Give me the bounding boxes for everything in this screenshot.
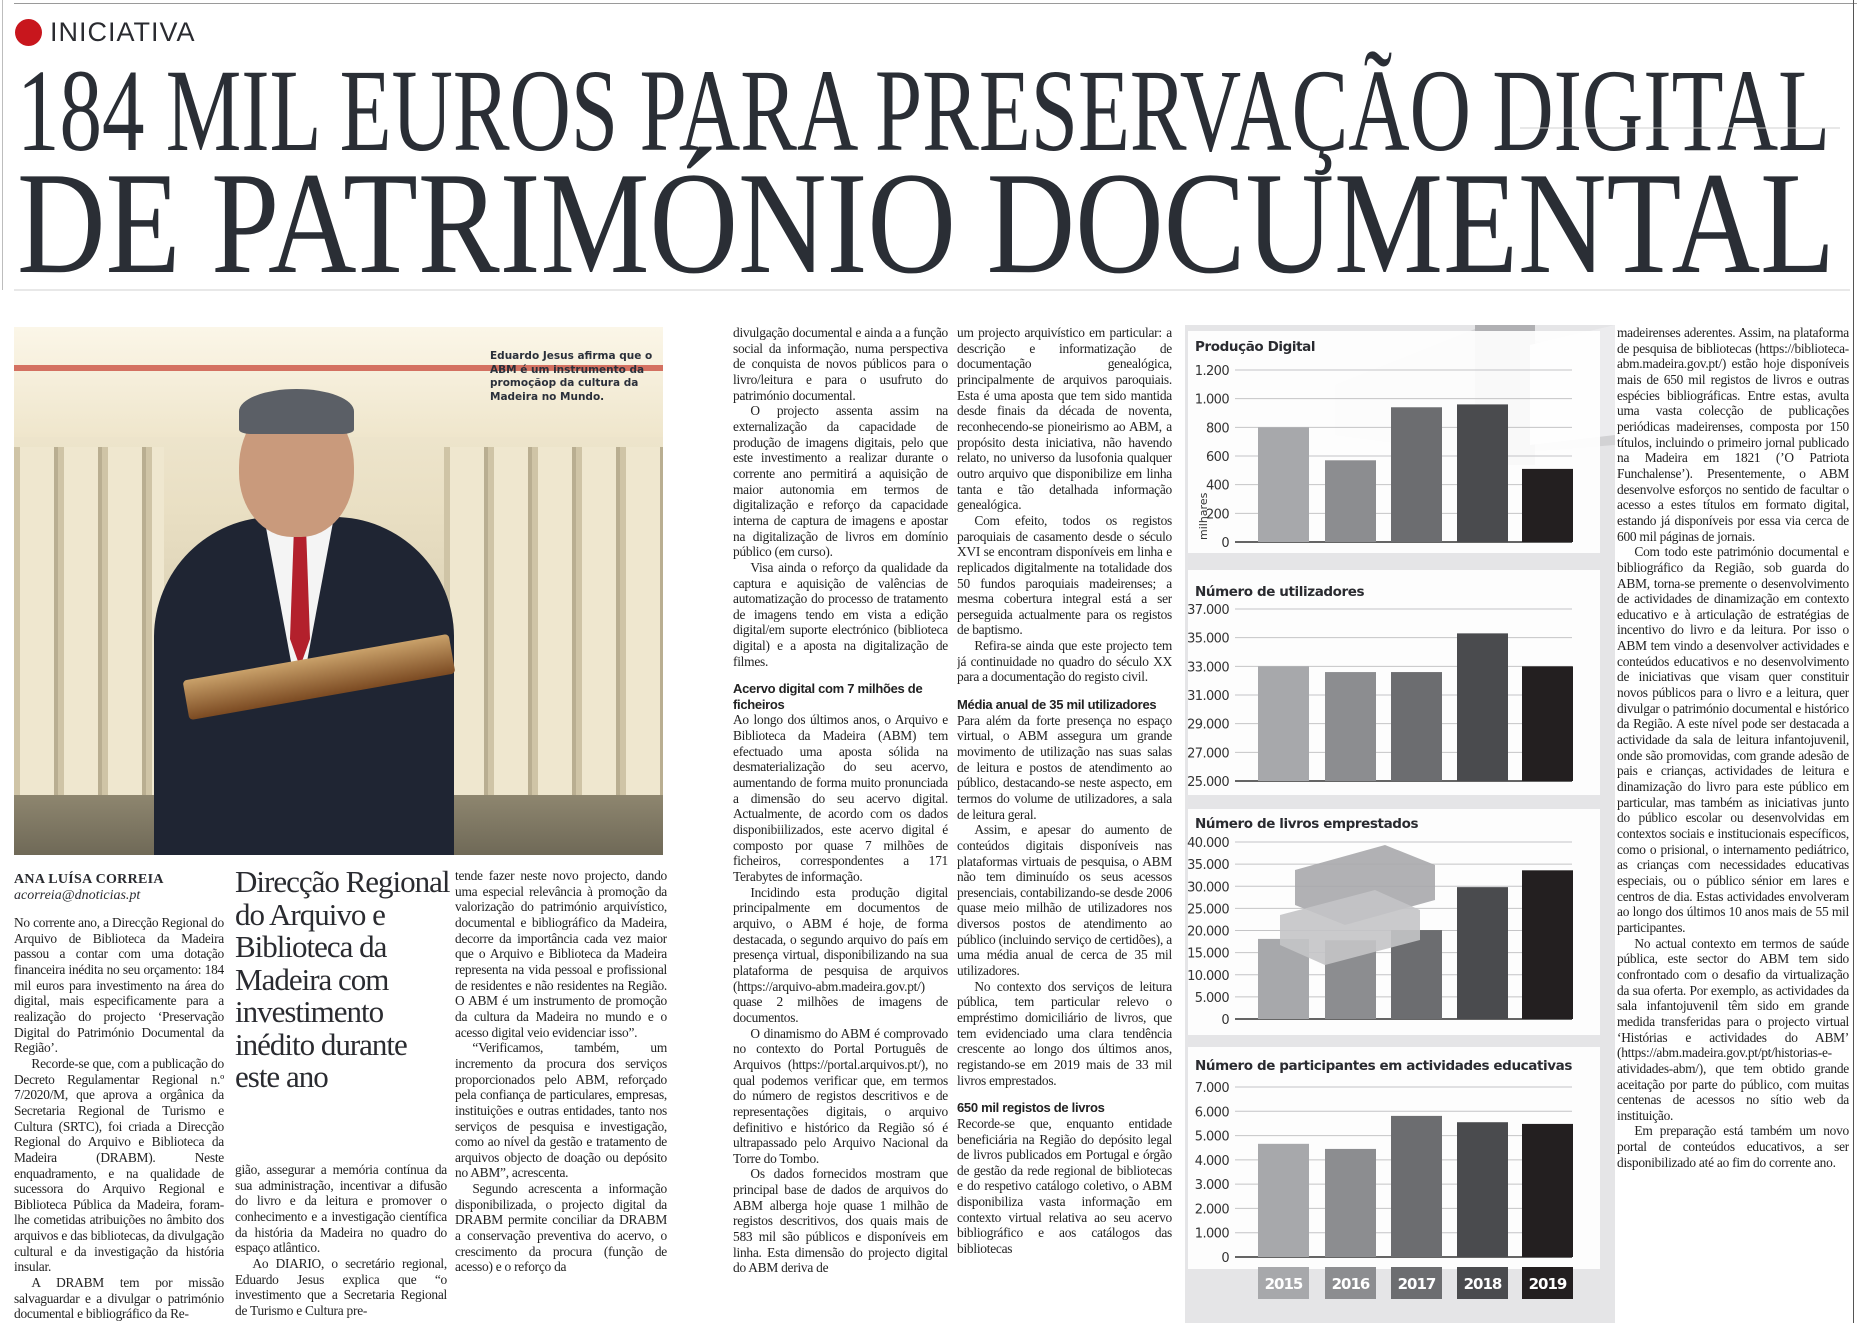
paragraph: Ao DIARIO, o secretário regional, Eduardo Jesus explica que “o investimento que a Secretaria Regional de Turismo e Cultura pre-: [235, 1255, 447, 1318]
paragraph: Os dados fornecidos mostram que principal base de dados de arquivos do ABM alberga hoje quase 1 milhão de registos descritivos, dos quais mais de 583 mil são públicos e disponíveis em linha. Esta dimensão do projecto digital do ABM deriva de: [733, 1166, 948, 1276]
bar-2017: [1391, 1116, 1442, 1257]
y-tick-label: 30.000: [1187, 880, 1229, 896]
y-axis-label: milhares: [1197, 492, 1210, 540]
photo-caption: Eduardo Jesus afirma que o ABM é um instrumento da promoçãop da cultura da Madeira no Mundo.: [490, 350, 653, 403]
y-tick-label: 0: [1221, 1251, 1229, 1266]
y-tick-label: 6.000: [1194, 1105, 1229, 1121]
chart-title: Produção Digital: [1195, 339, 1316, 355]
y-tick-label: 25.000: [1187, 775, 1229, 790]
deck: Direcção Regional do Arquivo e Biblioteca da Madeira com investimento inédito durante este ano: [235, 864, 450, 1094]
paragraph: A DRABM tem por missão salvaguardar e a divulgar o património documental e bibliográfico da Re-: [14, 1275, 224, 1322]
article-column-2: [235, 1162, 447, 1323]
y-tick-label: 35.000: [1187, 631, 1229, 647]
y-tick-label: 1.000: [1194, 392, 1229, 408]
bar-2015: [1258, 1144, 1309, 1257]
subheading: 650 mil registos de livros: [957, 1100, 1105, 1116]
y-tick-label: 37.000: [1187, 603, 1229, 618]
paragraph: Para além da forte presença no espaço virtual, o ABM assegura um grande movimento de utilização nas suas salas de leitura e postos de atendimento ao público, destacando-se neste aspecto, em termos do volume de utilizadores, a sala de leitura geral.: [957, 712, 1172, 822]
section-label: INICIATIVA: [50, 17, 196, 47]
x-category-label: 2017: [1397, 1275, 1436, 1293]
headline: [0, 40, 1857, 300]
paragraph: Em preparação está também um novo portal de conteúdos educativos, a ser disponibilizado até ao fim do corrente ano.: [1617, 1123, 1849, 1170]
author-name: ANA LUÍSA CORREIA: [14, 872, 164, 887]
x-category-label: 2019: [1528, 1275, 1567, 1293]
paragraph: Refira-se ainda que este projecto tem já continuidade no quadro do século XX para a documentação do registo civil.: [957, 638, 1172, 685]
y-tick-label: 40.000: [1187, 836, 1229, 851]
y-tick-label: 400: [1205, 478, 1229, 494]
paragraph: No corrente ano, a Direcção Regional do Arquivo de Biblioteca da Madeira passou a contar com uma dotação financeira inédita no seu orçamento: 184 mil euros para investimento na área do digital, mais especificamente para a realização do projecto ‘Preservação Digital do Património Documental da Região’.: [14, 915, 224, 1056]
y-tick-label: 800: [1205, 421, 1229, 437]
photo-shelves-right: [444, 447, 663, 855]
paragraph: Com todo este património documental e bibliográfico da Região, sob guarda do ABM, torna-se premente o desenvolvimento de actividades de dinamização em contexto educativo e à articulação de estratégias de incentivo do livro e da leitura. Por isso o ABM tem vindo a desenvolver actividades e conteúdos educativos e no desenvolvimento de iniciativas que visam quer constituir novos públicos para o livro e a leitura, quer divulgar o património documental e histórico da Região. A este nível pode ser destacada a actividade da sala de leitura infantojuvenil, onde são promovidas, com grande adesão de pais e crianças, actividades de leitura e dinamização do livro para este público em particular, mas também as iniciativas junto do público escolar ou desenvolvidas em contextos sociais e institucionais específicos, como o prisional, o internamento pediátrico, as crianças com necessidades educativas especiais, ou o público sénior em lares e centros de dia. Estas actividades envolveram ao longo dos últimos 10 anos mais de 55 mil participantes.: [1617, 544, 1849, 935]
x-category-label: 2018: [1463, 1275, 1502, 1293]
bar-2018: [1457, 887, 1508, 1019]
bar-2019: [1522, 469, 1573, 542]
y-tick-label: 1.200: [1194, 364, 1229, 379]
y-tick-label: 0: [1221, 536, 1229, 551]
infographic-panel: [1185, 325, 1615, 1323]
y-tick-label: 1.000: [1194, 1226, 1229, 1242]
photo-eduardo-jesus: [14, 327, 663, 855]
bar-2015: [1258, 666, 1309, 781]
bar-2015: [1258, 427, 1309, 542]
paragraph: Recorde-se que, enquanto entidade beneficiária na Região do depósito legal de livros publicados em Portugal e órgão de gestão da rede regional de bibliotecas e do respetivo catálogo coletivo, o ABM disponibiliza vasta informação em contexto virtual relativa ao seu acervo bibliográfico e aos catálogos das bibliotecas: [957, 1115, 1172, 1257]
paragraph: Segundo acrescenta a informação disponibilizada, o projecto digital da DRABM permite conciliar da DRABM a conservação preventiva do acervo, o crescimento da procura (função de acesso) e o reforço da: [455, 1181, 667, 1275]
headline-line-1: 184 MIL EUROS PARA PRESERVAÇÃO DIGITAL: [17, 45, 1830, 176]
paragraph: O dinamismo do ABM é comprovado no contexto do Portal Português de Arquivos (https://portal.arquivos.pt/), no qual podemos verificar que, em termos do número de registos descritivos e de representações digitais, o arquivo definitivo e histórico da Região só é ultrapassado pelo Arquivo Nacional da Torre do Tombo.: [733, 1025, 948, 1166]
bar-2016: [1325, 672, 1376, 781]
photo-man-hair: [239, 389, 354, 434]
infographic-charts: [1185, 325, 1615, 1323]
y-tick-label: 29.000: [1187, 717, 1229, 733]
paragraph: Com efeito, todos os registos paroquiais de casamento desde o século XVI se encontram disponíveis em linha e replicados digitalmente na totalidade dos 50 fundos paroquiais madeirenses; a mesma cobertura integral está a ser perseguida actualmente para os registos de baptismo.: [957, 512, 1172, 638]
bar-2016: [1325, 1149, 1376, 1257]
author-email[interactable]: acorreia@dnoticias.pt: [14, 888, 141, 903]
y-tick-label: 20.000: [1187, 924, 1229, 940]
y-tick-label: 0: [1221, 1013, 1229, 1028]
bar-2019: [1522, 666, 1573, 781]
paragraph: Recorde-se que, com a publicação do Decreto Regulamentar Regional n.º 7/2020/M, que aprova a orgânica da Secretaria Regional de Turismo e Cultura (SRTC), foi criada a Direcção Regional do Arquivo e Biblioteca da Madeira (DRABM). Neste enquadramento, e na qualidade de sucessora do Arquivo Regional e Biblioteca Pública da Madeira, foram-lhe cometidas atribuições no âmbito dos arquivos e das bibliotecas, da divulgação cultural e da investigação da história insular.: [14, 1055, 224, 1275]
page-top-rule: [14, 3, 1857, 4]
bar-2017: [1391, 672, 1442, 781]
article-column-6: [1617, 325, 1849, 1323]
y-tick-label: 2.000: [1194, 1202, 1229, 1218]
y-tick-label: 600: [1205, 450, 1229, 465]
bar-2018: [1457, 633, 1508, 781]
paragraph: O projecto assenta assim na externalização da capacidade de produção de imagens digitais, pelo que este investimento a realizar durante o corrente ano permitirá a aquisição de maior autonomia em termos de digitalização e reforço da capacidade interna de captura de imagens e apostar na digitalização de livros em domínio público (em curso).: [733, 403, 948, 560]
paragraph: No contexto dos serviços de leitura pública, tem particular relevo o empréstimo domiciliário de livros, que tem evidenciado uma clara tendência crescente ao longo dos últimos anos, registando-se em 2019 mais de 33 mil livros emprestados.: [957, 978, 1172, 1088]
article-column-4: [733, 325, 948, 1323]
paragraph: tende fazer neste novo projecto, dando uma especial relevância à promoção da valorização do património arquivístico, documental e bibliográfico da Madeira, decorre da importância cada vez maior que o Arquivo e Biblioteca da Madeira representa na vida pessoal e profissional de residentes e não residentes na Região. O ABM é um instrumento de promoção da cultura da Madeira no mundo e o acesso digital veio evidenciar isso”.: [455, 868, 667, 1040]
bar-2018: [1457, 1122, 1508, 1257]
paragraph: madeirenses aderentes. Assim, na plataforma de pesquisa de bibliotecas (https://biblioteca-abm.madeira.gov.pt/) estão hoje disponíveis mais de 650 mil registos de livros e outras espécies bibliográficas. Entre estas, avulta uma vasta colecção de publicações periódicas madeirenses, composta por 150 títulos, incluindo o primeiro jornal publicado na Madeira em 1821 (’O Patriota Funchalense’). Presentemente, o ABM desenvolve esforços no sentido de facultar o acesso a estes títulos em formato digital, estando já disponíveis por essa via cerca de 600 mil páginas de jornais.: [1617, 325, 1849, 544]
bar-2019: [1522, 870, 1573, 1019]
y-tick-label: 10.000: [1187, 968, 1229, 984]
bar-2017: [1391, 407, 1442, 542]
bar-2018: [1457, 404, 1508, 542]
article-column-3: [455, 868, 667, 1323]
y-tick-label: 7.000: [1194, 1081, 1229, 1096]
y-tick-label: 27.000: [1187, 746, 1229, 762]
paragraph: Assim, e apesar do aumento de conteúdos digitais disponíveis nas plataformas virtuais de pesquisa, o ABM não tem diminuído os seus acessos presenciais, contabilizando-se desde 2006 quase meio milhão de utilizadores nos diversos postos de atendimento ao público (incluindo serviço de certidões), a uma média anual de cerca de 35 mil utilizadores.: [957, 822, 1172, 979]
paragraph: divulgação documental e ainda a a função social da informação, numa perspectiva de conquista de novos públicos para o livro/leitura e para o usufruto do património documental.: [733, 325, 948, 403]
paragraph: “Verificamos, também, um incremento da procura dos serviços proporcionados pelo ABM, reforçado pela confiança de particulares, empresas, instituições e outras entidades, tanto nos serviços de pesquisa e investigação, como ao nível da gestão e tratamento de arquivos objecto de doação ou depósito no ABM”, acrescenta.: [455, 1040, 667, 1181]
chart-title: Número de participantes em actividades educativas: [1195, 1058, 1572, 1074]
y-tick-label: 5.000: [1194, 990, 1229, 1006]
y-tick-label: 3.000: [1194, 1178, 1229, 1194]
bar-2016: [1325, 460, 1376, 542]
paragraph: gião, assegurar a memória contínua da sua administração, incentivar a difusão do livro e da leitura e promover o conhecimento e a investigação científica da história da Madeira no quadro do espaço atlântico.: [235, 1162, 447, 1256]
subheading: Média anual de 35 mil utilizadores: [957, 697, 1157, 713]
y-tick-label: 35.000: [1187, 858, 1229, 874]
paragraph: um projecto arquivístico em particular: a descrição e informatização de documentação genealógica, principalmente de arquivos paroquiais. Esta é uma aposta que tem sido mantida desde finais da década de noventa, reconhecendo-se pioneirismo ao ABM, a propósito desta iniciativa, não havendo relato, no universo da lusofonia qualquer outro arquivo que disponibilize em linha tanta e tão detalhada informação genealógica.: [957, 325, 1172, 513]
article-column-5: [957, 325, 1172, 1323]
y-tick-label: 31.000: [1187, 689, 1229, 704]
y-tick-label: 4.000: [1194, 1153, 1229, 1169]
chart-title: Número de livros emprestados: [1195, 816, 1419, 832]
paragraph: No actual contexto em termos de saúde pública, este sector do ABM tem sido confrontado com o desafio da virtualização da sua oferta. Por exemplo, as actividades da sala infantojuvenil têm sido em grande medida transferidas para o projecto virtual ‘Histórias e actividades do ABM’ (https://abm.madeira.gov.pt/pt/historias-e-atividades-abm/), que tem obtido grande aceitação por parte do público, com muitas centenas de acessos no sítio web da instituição.: [1617, 935, 1849, 1123]
bar-2019: [1522, 1124, 1573, 1257]
y-tick-label: 5.000: [1194, 1129, 1229, 1145]
paragraph: Visa ainda o reforço da qualidade da captura e aquisição de valências de automatização do processo de tratamento de imagens tendo em vista a edição digital/em suporte electrónico (biblioteca digital) e a aposta na digitalização de filmes.: [733, 559, 948, 669]
y-tick-label: 200: [1205, 507, 1229, 523]
article-column-1: [14, 915, 224, 1323]
paragraph: Ao longo dos últimos anos, o Arquivo e Biblioteca da Madeira (ABM) tem efectuado uma aposta sólida na desmaterialização do seu acervo, aumentando de forma muito pronunciada a dimensão do seu acervo digital. Actualmente, de acordo com os dados disponibiilizados, este acervo digital é composto por quase 7 milhões de ficheiros, correspondentes a 171 Terabytes de informação.: [733, 712, 948, 884]
subheading: Acervo digital com 7 milhões de ficheiros: [733, 681, 923, 712]
chart-title: Número de utilizadores: [1195, 584, 1365, 600]
byline: [14, 872, 224, 904]
x-category-label: 2016: [1331, 1275, 1370, 1293]
y-tick-label: 33.000: [1187, 660, 1229, 676]
paragraph: Incidindo esta produção digital principalmente em documentos de arquivo, o ABM é hoje, de forma destacada, o segundo arquivo do país em presença virtual, disponibilizando na sua plataforma de pesquisa de arquivos (https://arquivo-abm.madeira.gov.pt/) quase 2 milhões de imagens de documentos.: [733, 884, 948, 1025]
y-tick-label: 25.000: [1187, 902, 1229, 918]
x-category-label: 2015: [1264, 1275, 1303, 1293]
y-tick-label: 15.000: [1187, 946, 1229, 962]
photo-shelves-left: [14, 447, 164, 855]
headline-line-2: DE PATRIMÓNIO DOCUMENTAL: [17, 142, 1835, 300]
